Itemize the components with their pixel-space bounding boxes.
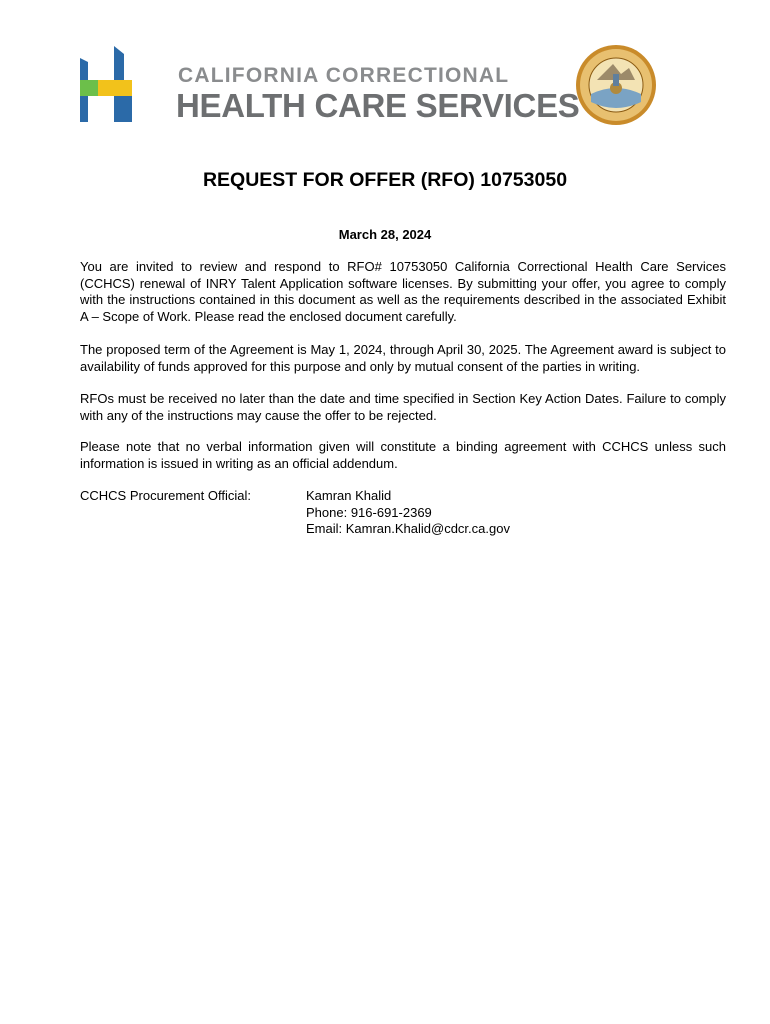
paragraph-deadline: RFOs must be received no later than the date and time specified in Section Key Action Dates. Failure to comply with any of the instructions may cause the offer to be rejected. (80, 391, 726, 423)
org-name-line1: CALIFORNIA CORRECTIONAL (178, 64, 510, 87)
contact-details (306, 488, 510, 538)
contact-phone: Phone: 916-691-2369 (306, 504, 432, 520)
contact-email: Email: Kamran.Khalid@cdcr.ca.gov (306, 521, 510, 536)
document-date: March 28, 2024 (338, 227, 432, 242)
cchcs-h-logo-icon (78, 46, 134, 122)
paragraph-verbal-info: Please note that no verbal information given will constitute a binding agreement with CCHCS unless such information is issued in writing as an official addendum. (80, 439, 726, 471)
org-name-line2: HEALTH CARE SERVICES (176, 87, 580, 124)
document-title: REQUEST FOR OFFER (RFO) 10753050 (202, 169, 568, 191)
contact-name: Kamran Khalid (306, 488, 392, 503)
contact-label: CCHCS Procurement Official: (80, 488, 251, 503)
cdcr-state-seal-icon (575, 44, 657, 126)
paragraph-term: The proposed term of the Agreement is May 1, 2024, through April 30, 2025. The Agreement award is subject to availability of funds approved for this purpose and only by mutual consent of the parties in writing. (80, 342, 726, 374)
paragraph-invitation: You are invited to review and respond to RFO# 10753050 California Correctional Health Care Services (CCHCS) renewal of INRY Talent Application software licenses. By submitting your offer, you agree to comply with the instructions contained in this document as well as the requirements described in the associated Exhibit A – Scope of Work. Please read the enclosed document carefully. (80, 259, 726, 324)
